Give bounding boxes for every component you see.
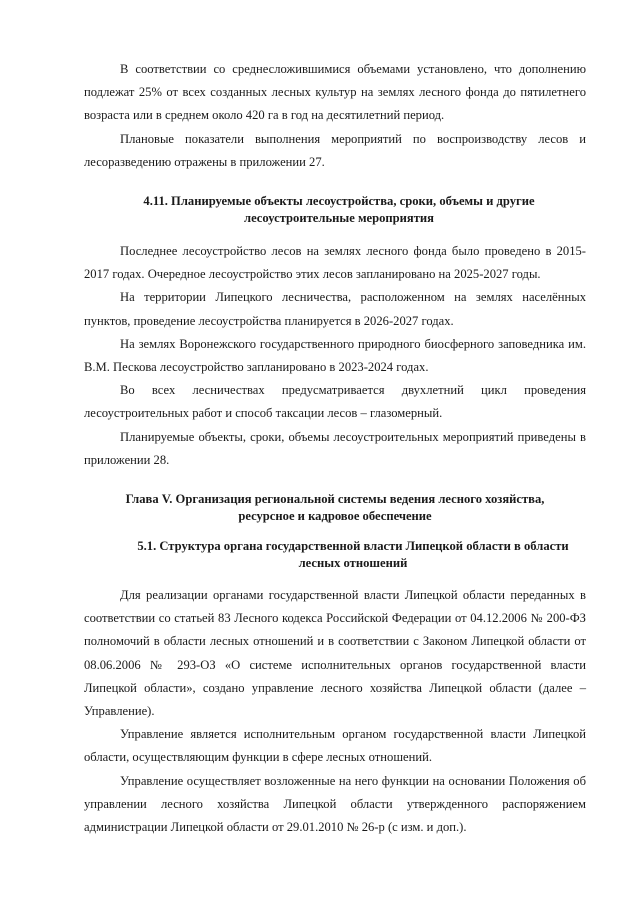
section-5-1-heading xyxy=(84,538,586,571)
section-4-11-heading xyxy=(84,193,586,226)
chapter-5-heading-line2: ресурсное и кадровое обеспечение xyxy=(238,508,432,523)
section-5-1-paragraph-3: Управление осуществляет возложенные на него функции на основании Положения об управлении лесного хозяйства Липецкой области утвержденного распоряжением администрации Липецкой области от 29.01.2010 № 26-р (с изм. и доп.). xyxy=(84,773,586,835)
intro-paragraph-2: Плановые показатели выполнения мероприятий по воспроизводству лесов и лесоразведению отражены в приложении 27. xyxy=(84,131,586,169)
section-4-11-paragraph-2: На территории Липецкого лесничества, расположенном на землях населённых пунктов, проведение лесоустройства планируется в 2026-2027 годах. xyxy=(84,290,586,328)
section-4-11-paragraph-3: На землях Воронежского государственного природного биосферного заповедника им. В.М. Пескова лесоустройство запланировано в 2023-2024 годах. xyxy=(84,336,586,375)
section-4-11-paragraph-5: Планируемые объекты, сроки, объемы лесоустроительных мероприятий приведены в приложении 28. xyxy=(84,429,586,467)
section-4-11-paragraph-4: Во всех лесничествах предусматривается двухлетний цикл проведения лесоустроительных работ и способ таксации лесов – глазомерный. xyxy=(84,383,586,421)
chapter-5-heading-line1: Глава V. Организация региональной системы ведения лесного хозяйства, xyxy=(125,492,545,507)
section-4-11-heading-line1: 4.11. Планируемые объекты лесоустройства, сроки, объемы и другие xyxy=(143,194,535,209)
chapter-5-heading xyxy=(84,491,586,524)
document-page xyxy=(84,58,586,839)
section-5-1-heading-line1: 5.1. Структура органа государственной власти Липецкой области в области xyxy=(137,539,569,554)
section-4-11-paragraph-1: Последнее лесоустройство лесов на землях лесного фонда было проведено в 2015-2017 годах. Очередное лесоустройство этих лесов запланировано на 2025-2027 годы. xyxy=(84,244,586,282)
section-5-1-heading-line2: лесных отношений xyxy=(298,555,408,570)
section-5-1-paragraph-1: Для реализации органами государственной власти Липецкой области переданных в соответствии со статьей 83 Лесного кодекса Российской Федерации от 04.12.2006 № 200-ФЗ полномочий в области лесных отношений и в соответствии с Законом Липецкой области от 08.06.2006 № 293-ОЗ «О системе исполнительных органов государственной власти Липецкой области», создано управление лесного хозяйства Липецкой области (далее – Управление). xyxy=(84,588,586,719)
section-5-1-paragraph-2: Управление является исполнительным органом государственной власти Липецкой области, осуществляющим функции в сфере лесных отношений. xyxy=(84,727,586,765)
intro-paragraph-1: В соответствии со среднесложившимися объемами установлено, что дополнению подлежат 25% от всех созданных лесных культур на землях лесного фонда до пятилетнего возраста или в среднем около 420 га в год на десятилетний период. xyxy=(84,62,586,123)
section-4-11-heading-line2: лесоустроительные мероприятия xyxy=(244,210,434,225)
